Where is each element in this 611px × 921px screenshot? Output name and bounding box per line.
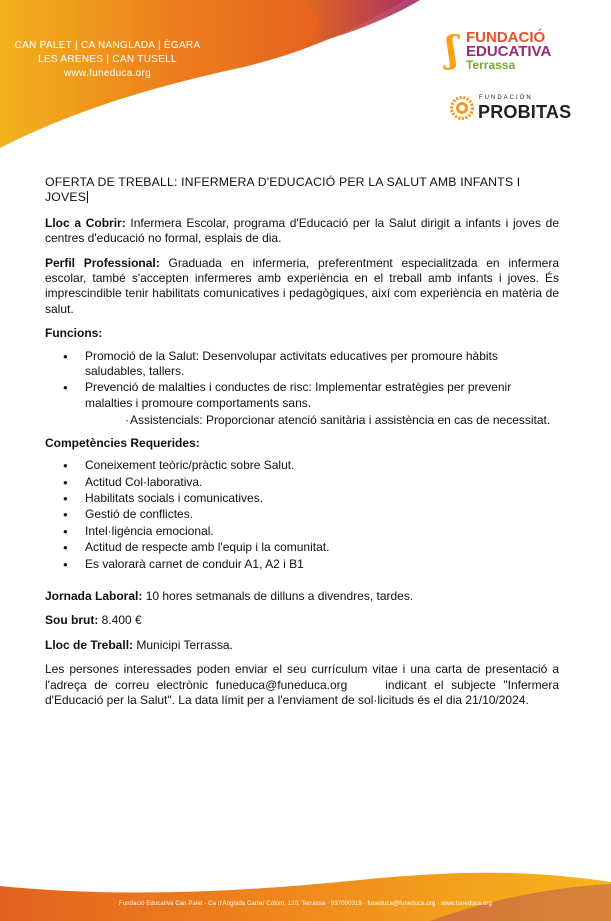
sou-brut-paragraph: Sou brut: 8.400 € <box>45 613 142 628</box>
list-item: ● Actitud de respecte amb l'equip i la comunitat. <box>45 540 559 555</box>
header-website-link[interactable]: www.funeduca.org <box>63 68 152 79</box>
header-locations-line2: LES ARENES | CAN TUSELL <box>38 54 177 65</box>
competencies-heading: Competències Requerides: <box>45 435 200 450</box>
funcions-sublist <box>85 413 559 428</box>
text-cursor <box>87 191 88 203</box>
lloc-de-treball-paragraph: Lloc de Treball: Municipi Terrassa. <box>45 637 233 652</box>
list-item: ● Actitud Col·laborativa. <box>45 475 559 490</box>
list-item: ● Habilitats socials i comunicatives. <box>45 491 559 506</box>
list-item: ● Promoció de la Salut: Desenvolupar activitats educatives per promoure hàbits saludables, tallers. <box>45 349 559 380</box>
list-item: ● Prevenció de malalties i conductes de risc: Implementar estratègies per prevenir malalties i promoure comportaments sans. · Assistencials: Proporcionar atenció sanitària i assistència en cas de necessitat. <box>45 380 559 428</box>
page-title: OFERTA DE TREBALL: INFERMERA D'EDUCACIÓ PER LA SALUT AMB INFANTS I JOVES <box>45 175 521 205</box>
job-offer-body <box>45 175 563 717</box>
list-item: ● Intel·ligència emocional. <box>45 524 559 539</box>
sub-list-item: · Assistencials: Proporcionar atenció sanitària i assistència en cas de necessitat. <box>85 413 559 428</box>
probitas-sun-icon <box>450 96 474 120</box>
closing-paragraph: Les persones interessades poden enviar el seu currículum vitae i una carta de presentació a l'adreça de correu electrònic funeduca@funeduca.org indicant el subjecte "Infermera d'Educació per la Salut". La data límit per a l'enviament de sol·licituds és el dia 21/10/2024. <box>45 662 563 707</box>
fundacio-educativa-logo: ʃ FUNDACIÓ EDUCATIVA Terrassa <box>446 29 552 72</box>
fundacio-educativa-mark-icon: ʃ <box>446 29 458 71</box>
competencies-list <box>45 458 559 572</box>
perfil-professional-paragraph: Perfil Professional: Graduada en infermeria, preferentment especialitzada en infermera escolar, també s'accepten infermeres amb experiència en el treball amb infants i joves. És imprescindible tenir habilitats comunicatives i pedagògiques, així com experiència en matèria de salut. <box>45 255 560 316</box>
funcions-heading: Funcions: <box>45 326 103 341</box>
footer-wave-decoration <box>0 858 611 921</box>
funcions-list <box>45 349 559 429</box>
lloc-a-cobrir-paragraph: Lloc a Cobrir: Infermera Escolar, programa d'Educació per la Salut dirigit a infants i joves de centres d'educació no formal, esplais de dia. <box>45 215 559 246</box>
list-item: ● Gestió de conflictes. <box>45 507 559 522</box>
fundacion-probitas-logo: FUNDACIÓN PROBITAS <box>450 93 570 125</box>
header-locations-line1: CAN PALET | CA NANGLADA | ÈGARA <box>14 40 201 51</box>
header-locations <box>0 39 215 81</box>
footer-contact: Fundació Educativa Can Palet - Ca n'Anglada Carrer Colom, 120. Terrassa · 937000319 · funeduca@funeduca.org · www.funeduca.org <box>119 901 492 907</box>
list-item: ● Es valorarà carnet de conduir A1, A2 i B1 <box>45 557 559 572</box>
jornada-laboral-paragraph: Jornada Laboral: 10 hores setmanals de dilluns a divendres, tardes. <box>45 588 414 603</box>
list-item: ● Coneixement teòric/pràctic sobre Salut. <box>45 458 559 473</box>
